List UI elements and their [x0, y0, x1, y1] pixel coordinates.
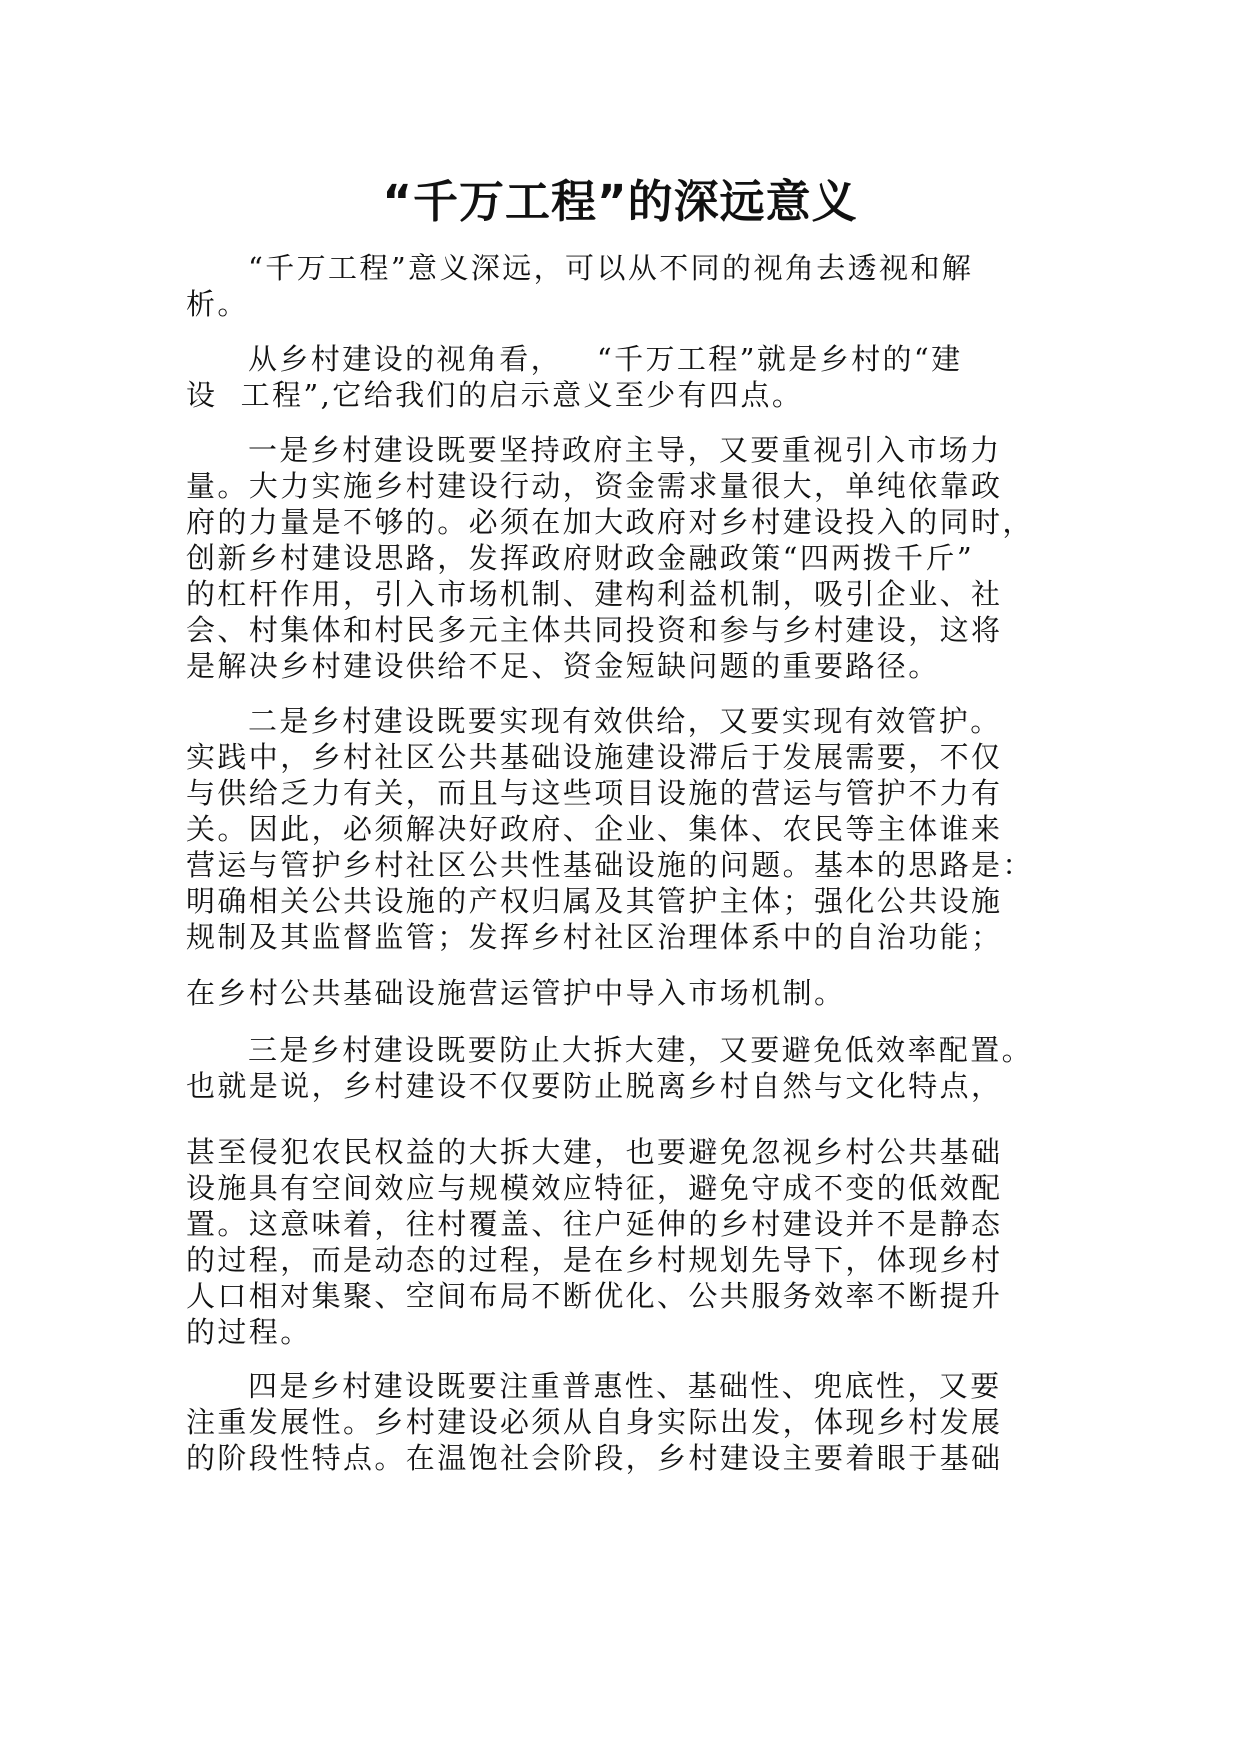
paragraph-line: 府的力量是不够的。必须在加大政府对乡村建设投入的同时，: [186, 505, 1034, 539]
paragraph-line: 从乡村建设的视角看， “千万工程”就是乡村的“建: [248, 342, 963, 376]
paragraph-line: 的杠杆作用，引入市场机制、建构利益机制，吸引企业、社: [186, 577, 1003, 611]
paragraph-line: 的过程。: [186, 1315, 312, 1349]
paragraph-line: 创新乡村建设思路，发挥政府财政金融政策“四两拨千斤”: [186, 541, 975, 575]
paragraph-line: 析。: [186, 287, 249, 321]
paragraph-line: 与供给乏力有关，而且与这些项目设施的营运与管护不力有: [186, 776, 1003, 810]
paragraph-line: 关。因此，必须解决好政府、企业、集体、农民等主体谁来: [186, 812, 1003, 846]
paragraph-line: 的阶段性特点。在温饱社会阶段，乡村建设主要着眼于基础: [186, 1441, 1003, 1475]
paragraph-line: 人口相对集聚、空间布局不断优化、公共服务效率不断提升: [186, 1279, 1003, 1313]
paragraph-line: 注重发展性。乡村建设必须从自身实际出发，体现乡村发展: [186, 1405, 1003, 1439]
paragraph-line: “千万工程”意义深远，可以从不同的视角去透视和解: [248, 251, 974, 285]
paragraph-line: 设 工程”,它给我们的启示意义至少有四点。: [186, 378, 804, 412]
paragraph-line: 三是乡村建设既要防止大拆大建，又要避免低效率配置。: [248, 1033, 1034, 1067]
paragraph-line: 甚至侵犯农民权益的大拆大建，也要避免忽视乡村公共基础: [186, 1135, 1003, 1169]
paragraph-line: 置。这意味着，往村覆盖、往户延伸的乡村建设并不是静态: [186, 1207, 1003, 1241]
paragraph-line: 的过程，而是动态的过程，是在乡村规划先导下，体现乡村: [186, 1243, 1003, 1277]
paragraph-line: 在乡村公共基础设施营运管护中导入市场机制。: [186, 976, 846, 1010]
paragraph-line: 量。大力实施乡村建设行动，资金需求量很大，单纯依靠政: [186, 469, 1003, 503]
paragraph-line: 会、村集体和村民多元主体共同投资和参与乡村建设，这将: [186, 613, 1003, 647]
paragraph-line: 一是乡村建设既要坚持政府主导，又要重视引入市场力: [248, 433, 1002, 467]
paragraph-line: 二是乡村建设既要实现有效供给，又要实现有效管护。: [248, 704, 1002, 738]
paragraph-line: 设施具有空间效应与规模效应特征，避免守成不变的低效配: [186, 1171, 1003, 1205]
paragraph-line: 明确相关公共设施的产权归属及其管护主体；强化公共设施: [186, 884, 1003, 918]
paragraph-line: 实践中，乡村社区公共基础设施建设滞后于发展需要，不仅: [186, 740, 1003, 774]
paragraph-line: 营运与管护乡村社区公共性基础设施的问题。基本的思路是：: [186, 848, 1034, 882]
paragraph-line: 规制及其监督监管；发挥乡村社区治理体系中的自治功能；: [186, 920, 1003, 954]
document-title: “千万工程”的深远意义: [382, 175, 858, 228]
paragraph-line: 是解决乡村建设供给不足、资金短缺问题的重要路径。: [186, 649, 940, 683]
paragraph-line: 四是乡村建设既要注重普惠性、基础性、兜底性，又要: [248, 1369, 1002, 1403]
paragraph-line: 也就是说，乡村建设不仅要防止脱离乡村自然与文化特点，: [186, 1069, 1003, 1103]
